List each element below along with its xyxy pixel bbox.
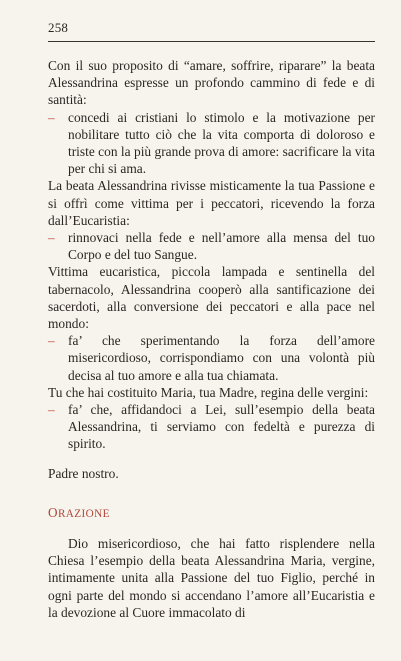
oration-text: Dio misericordioso, che hai fatto risplendere nella Chiesa l’esempio della beata Alessandrina Maria, vergine, intimamente unita alla Passione del tuo Figlio, perché in ogni parte del mondo si accendano l’amore all’Eucaristia e la devozione al Cuore immacolato di xyxy=(48,536,375,620)
spacer xyxy=(48,523,375,535)
closing-prayer: Padre nostro. xyxy=(48,465,119,481)
paragraph-lead: Con il suo proposito di “amare, soffrire, riparare” la beata Alessandrina espresse un profondo cammino di fede e di santità: xyxy=(48,58,375,108)
heading-cap: O xyxy=(48,504,58,520)
section-heading xyxy=(48,504,375,523)
invocation-item xyxy=(48,109,375,178)
invocation-item xyxy=(48,332,375,384)
dash-marker: – xyxy=(48,333,55,349)
invocation-text: fa’ che, affidandoci a Lei, sull’esempio della beata Alessandrina, ti serviamo con fedeltà e purezza di spirito. xyxy=(68,402,375,452)
page-number: 258 xyxy=(48,20,69,35)
invocation-item xyxy=(48,229,375,263)
spacer xyxy=(48,482,375,504)
page-body xyxy=(48,57,375,621)
spacer xyxy=(48,453,375,465)
dash-marker: – xyxy=(48,402,55,418)
paragraph-lead: Vittima eucaristica, piccola lampada e sentinella del tabernacolo, Alessandrina cooperò alla santificazione dei sacerdoti, alla conversione dei peccatori e alla pace nel mondo: xyxy=(48,264,375,332)
dash-marker: – xyxy=(48,230,55,246)
invocation-text: fa’ che sperimentando la forza dell’amore misericordioso, corrispondiamo con una volontà più decisa al tuo amore e alla tua chiamata. xyxy=(68,333,375,383)
invocation-text: rinnovaci nella fede e nell’amore alla mensa del tuo Corpo e del tuo Sangue. xyxy=(68,230,375,263)
invocation-item xyxy=(48,401,375,453)
heading-rest: RAZIONE xyxy=(57,507,110,520)
paragraph-lead: La beata Alessandrina rivisse misticamente la tua Passione e si offrì come vittima per i peccatori, ricevendo la forza dall’Eucaristia: xyxy=(48,178,375,228)
invocation-text: concedi ai cristiani lo stimolo e la motivazione per nobilitare tutto ciò che la vita comporta di doloroso e triste con la più grande prova di amore: sacrificare la vita per chi si ama. xyxy=(68,109,375,177)
dash-marker: – xyxy=(48,109,55,125)
paragraph-lead: Tu che hai costituito Maria, tua Madre, regina delle vergini: xyxy=(48,384,369,400)
header-rule xyxy=(48,41,375,42)
